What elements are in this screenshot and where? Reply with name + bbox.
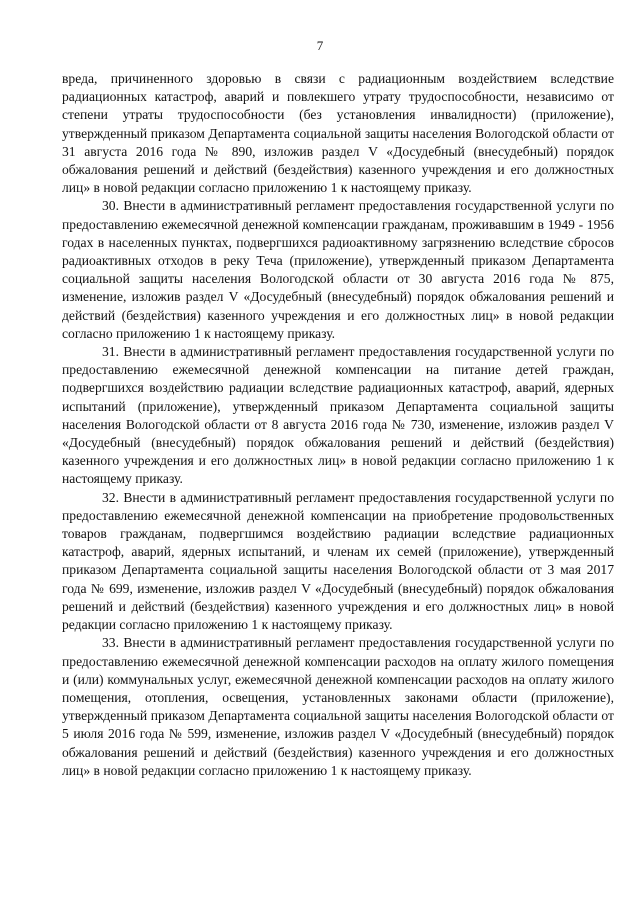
paragraph-item-30: 30. Внести в административный регламент предоставления государственной услуги по предоставлению ежемесячной денежной компенсации гражданам, проживавшим в 1949 - 1956 годах в населенных пунктах, подвергшихся радиоактивному загрязнению вследствие сбросов радиоактивных отходов в реку Теча (приложение), утвержденный приказом Департамента социальной защиты населения Вологодской области от 30 августа 2016 года № 875, изменение, изложив раздел V «Досудебный (внесудебный) порядок обжалования решений и действий (бездействия) казенного учреждения и его должностных лиц» в новой редакции согласно приложению 1 к настоящему приказу. <box>62 198 614 341</box>
page-number: 7 <box>316 38 324 53</box>
paragraph-item-33: 33. Внести в административный регламент предоставления государственной услуги по предоставлению ежемесячной денежной компенсации расходов на оплату жилого помещения и (или) коммунальных услуг, ежемесячной денежной компенсации расходов на оплату жилого помещения, отопления, освещения, установленных законами области (приложение), утвержденный приказом Департамента социальной защиты населения Вологодской области от 5 июля 2016 года № 599, изменение, изложив раздел V «Досудебный (внесудебный) порядок обжалования решений и действий (бездействия) казенного учреждения и его должностных лиц» в новой редакции согласно приложению 1 к настоящему приказу. <box>62 635 614 778</box>
document-body <box>62 70 614 780</box>
paragraph-item-32: 32. Внести в административный регламент предоставления государственной услуги по предоставлению ежемесячной денежной компенсации на приобретение продовольственных товаров гражданам, подвергшимся воздействию радиации вследствие радиационных катастроф, аварий, ядерных испытаний, и членам их семей (приложение), утвержденный приказом Департамента социальной защиты населения Вологодской области от 3 мая 2017 года № 699, изменение, изложив раздел V «Досудебный (внесудебный) порядок обжалования решений и действий (бездействия) казенного учреждения и его должностных лиц» в новой редакции согласно приложению 1 к настоящему приказу. <box>62 489 614 633</box>
paragraph-item-31: 31. Внести в административный регламент предоставления государственной услуги по предоставлению ежемесячной денежной компенсации на питание детей граждан, подвергшихся воздействию радиации вследствие радиационных катастроф, аварий, ядерных испытаний (приложение), утвержденный приказом Департамента социальной защиты населения Вологодской области от 8 августа 2016 года № 730, изменение, изложив раздел V «Досудебный (внесудебный) порядок обжалования решений и действий (бездействия) казенного учреждения и его должностных лиц» в новой редакции согласно приложению 1 к настоящему приказу. <box>62 344 614 487</box>
paragraph-continuation: вреда, причиненного здоровью в связи с радиационным воздействием вследствие радиационных катастроф, аварий и повлекшего утрату трудоспособности, независимо от степени утраты трудоспособности (без установления инвалидности) (приложение), утвержденный приказом Департамента социальной защиты населения Вологодской области от 31 августа 2016 года № 890, изложив раздел V «Досудебный (внесудебный) порядок обжалования решений и действий (бездействия) казенного учреждения и его должностных лиц» в новой редакции согласно приложению 1 к настоящему приказу. <box>62 71 614 196</box>
